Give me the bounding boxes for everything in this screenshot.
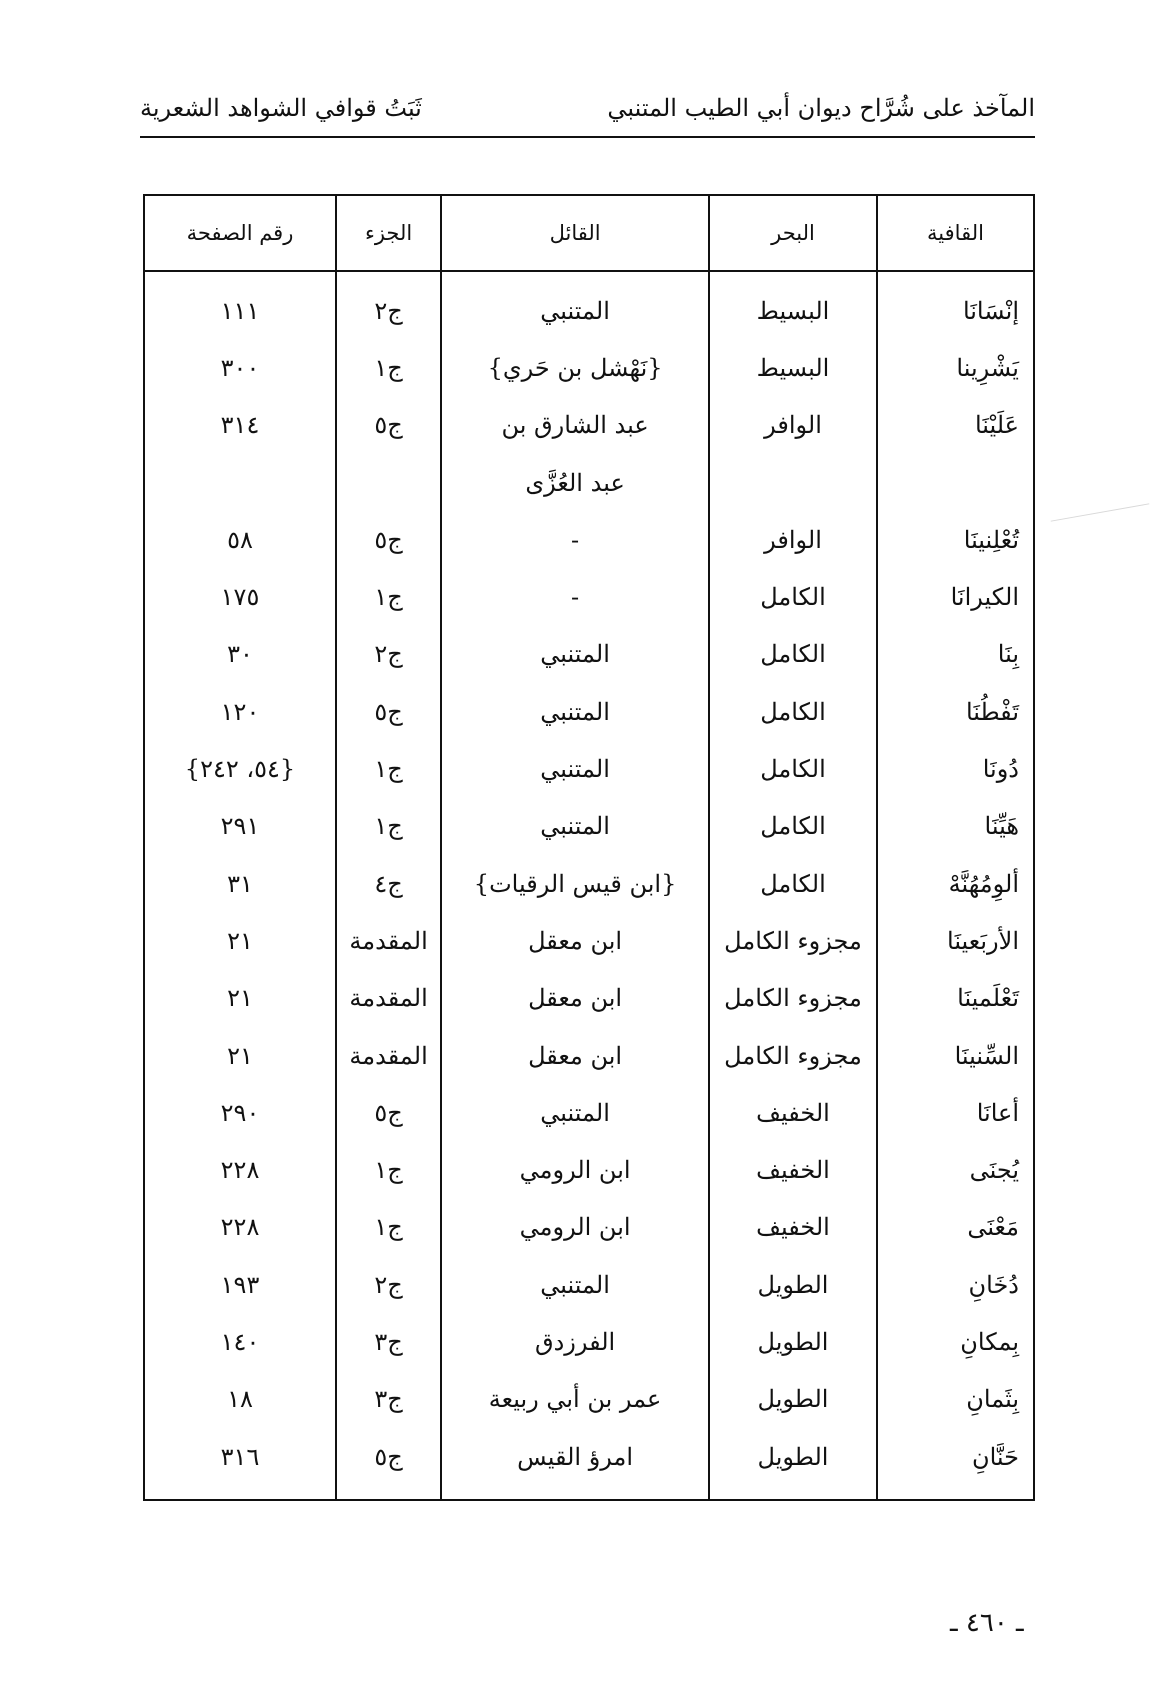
table-row: [144, 339, 1034, 396]
cell-qail: المتنبي: [441, 1084, 709, 1141]
cell-qafiya: تُعْلِنينَا: [877, 511, 1034, 568]
table-row: [144, 1313, 1034, 1370]
cell-qafiya: إنْسَانَا: [877, 271, 1034, 339]
table-row: [144, 1371, 1034, 1428]
cell-page: ٢١: [144, 1027, 336, 1084]
cell-juz: ج٣: [336, 1313, 441, 1370]
cell-page: [144, 454, 336, 511]
table-row: [144, 855, 1034, 912]
cell-juz: ج٢: [336, 626, 441, 683]
cell-bahr: الكامل: [709, 798, 877, 855]
cell-bahr: الكامل: [709, 568, 877, 625]
cell-juz: ج٥: [336, 1428, 441, 1500]
cell-qafiya: الأربَعينَا: [877, 912, 1034, 969]
cell-bahr: الطويل: [709, 1313, 877, 1370]
cell-qafiya: تَفْطُنَا: [877, 683, 1034, 740]
table-header-row: [144, 195, 1034, 271]
cell-qail: ابن معقل: [441, 970, 709, 1027]
cell-juz: ج٥: [336, 511, 441, 568]
cell-bahr: الكامل: [709, 740, 877, 797]
cell-page: ١٢٠: [144, 683, 336, 740]
header-bahr: البحر: [709, 195, 877, 271]
cell-juz: ج١: [336, 339, 441, 396]
cell-qail: عبد الشارق بن: [441, 397, 709, 454]
cell-qafiya: هَيِّنَا: [877, 798, 1034, 855]
table-row: [144, 912, 1034, 969]
cell-juz: ج٥: [336, 397, 441, 454]
table-row: [144, 1199, 1034, 1256]
table-row: [144, 1141, 1034, 1198]
cell-juz: ج٤: [336, 855, 441, 912]
cell-page: ٣١٦: [144, 1428, 336, 1500]
cell-qafiya: أعانَا: [877, 1084, 1034, 1141]
cell-bahr: الوافر: [709, 397, 877, 454]
cell-page: ٢٩٠: [144, 1084, 336, 1141]
cell-juz: ج١: [336, 568, 441, 625]
cell-qail: ابن الرومي: [441, 1141, 709, 1198]
cell-qail: المتنبي: [441, 1256, 709, 1313]
table-row: [144, 1428, 1034, 1500]
table-row: [144, 397, 1034, 454]
cell-bahr: الكامل: [709, 626, 877, 683]
cell-bahr: [709, 454, 877, 511]
table-row: [144, 568, 1034, 625]
cell-qail: ابن معقل: [441, 1027, 709, 1084]
cell-page: ٣١: [144, 855, 336, 912]
cell-qafiya: دُونَا: [877, 740, 1034, 797]
header-juz: الجزء: [336, 195, 441, 271]
header-qafiya: القافية: [877, 195, 1034, 271]
cell-bahr: مجزوء الكامل: [709, 970, 877, 1027]
cell-juz: ج٢: [336, 1256, 441, 1313]
cell-juz: ج١: [336, 1141, 441, 1198]
cell-qail: المتنبي: [441, 740, 709, 797]
cell-qail: ابن الرومي: [441, 1199, 709, 1256]
cell-page: ٢١: [144, 912, 336, 969]
cell-juz: المقدمة: [336, 912, 441, 969]
cell-bahr: الكامل: [709, 683, 877, 740]
cell-page: ١٨: [144, 1371, 336, 1428]
cell-page: ٢٢٨: [144, 1141, 336, 1198]
table-row: [144, 683, 1034, 740]
cell-qafiya: بِثَمانِ: [877, 1371, 1034, 1428]
cell-juz: ج٥: [336, 1084, 441, 1141]
cell-qafiya: [877, 454, 1034, 511]
margin-pencil-mark: [1051, 503, 1150, 521]
cell-bahr: مجزوء الكامل: [709, 912, 877, 969]
cell-qail: المتنبي: [441, 798, 709, 855]
cell-qail: -: [441, 511, 709, 568]
table-row: [144, 626, 1034, 683]
cell-qafiya: ألوِمُهُنَّهْ: [877, 855, 1034, 912]
cell-qail: الفرزدق: [441, 1313, 709, 1370]
cell-page: ٢٩١: [144, 798, 336, 855]
cell-page: ١٧٥: [144, 568, 336, 625]
cell-bahr: الطويل: [709, 1256, 877, 1313]
table-row: [144, 1256, 1034, 1313]
cell-juz: المقدمة: [336, 970, 441, 1027]
cell-qail: {نَهْشل بن حَري}: [441, 339, 709, 396]
cell-qail: المتنبي: [441, 626, 709, 683]
cell-bahr: الكامل: [709, 855, 877, 912]
cell-page: ٣٠٠: [144, 339, 336, 396]
cell-qafiya: يَشْرِينا: [877, 339, 1034, 396]
cell-qail: عمر بن أبي ربيعة: [441, 1371, 709, 1428]
cell-bahr: الخفيف: [709, 1141, 877, 1198]
cell-qafiya: بِمكانِ: [877, 1313, 1034, 1370]
cell-juz: ج٣: [336, 1371, 441, 1428]
cell-juz: ج١: [336, 740, 441, 797]
cell-page: ٥٨: [144, 511, 336, 568]
cell-bahr: الوافر: [709, 511, 877, 568]
cell-page: ٣١٤: [144, 397, 336, 454]
cell-bahr: البسيط: [709, 271, 877, 339]
rhyme-index-table: [143, 194, 1035, 1501]
cell-qafiya: دُخَانِ: [877, 1256, 1034, 1313]
cell-qafiya: السِّنينَا: [877, 1027, 1034, 1084]
cell-bahr: الطويل: [709, 1371, 877, 1428]
cell-page: ٢١: [144, 970, 336, 1027]
header-qail: القائل: [441, 195, 709, 271]
table-row: [144, 271, 1034, 339]
cell-juz: ج٢: [336, 271, 441, 339]
cell-qail: ابن معقل: [441, 912, 709, 969]
table-row: [144, 1027, 1034, 1084]
cell-qail: عبد العُزَّى: [441, 454, 709, 511]
cell-qafiya: الكيرانَا: [877, 568, 1034, 625]
table-row: [144, 740, 1034, 797]
cell-qail: {ابن قيس الرقيات}: [441, 855, 709, 912]
table-row: [144, 798, 1034, 855]
cell-qafiya: بِنَا: [877, 626, 1034, 683]
cell-qail: -: [441, 568, 709, 625]
cell-juz: المقدمة: [336, 1027, 441, 1084]
cell-page: ١٤٠: [144, 1313, 336, 1370]
cell-bahr: البسيط: [709, 339, 877, 396]
section-title: ثَبَتُ قوافي الشواهد الشعرية: [140, 94, 422, 122]
cell-juz: [336, 454, 441, 511]
cell-bahr: الطويل: [709, 1428, 877, 1500]
cell-qafiya: تَعْلَمينَا: [877, 970, 1034, 1027]
cell-juz: ج٥: [336, 683, 441, 740]
table-row: [144, 454, 1034, 511]
book-title: المآخذ على شُرَّاح ديوان أبي الطيب المتنبي: [607, 94, 1035, 122]
cell-qail: المتنبي: [441, 271, 709, 339]
table-row: [144, 970, 1034, 1027]
cell-qail: امرؤ القيس: [441, 1428, 709, 1500]
cell-bahr: مجزوء الكامل: [709, 1027, 877, 1084]
cell-page: ٢٢٨: [144, 1199, 336, 1256]
cell-juz: ج١: [336, 1199, 441, 1256]
cell-qafiya: حَنَّانِ: [877, 1428, 1034, 1500]
cell-qafiya: عَلَيْنَا: [877, 397, 1034, 454]
cell-qail: المتنبي: [441, 683, 709, 740]
cell-page: ١٩٣: [144, 1256, 336, 1313]
table-row: [144, 1084, 1034, 1141]
cell-bahr: الخفيف: [709, 1084, 877, 1141]
page-number: ـ ٤٦٠ ـ: [950, 1608, 1024, 1638]
table-row: [144, 511, 1034, 568]
cell-page: {٥٤، ٢٤٢}: [144, 740, 336, 797]
cell-bahr: الخفيف: [709, 1199, 877, 1256]
cell-juz: ج١: [336, 798, 441, 855]
header-page: رقم الصفحة: [144, 195, 336, 271]
cell-qafiya: مَعْنَى: [877, 1199, 1034, 1256]
cell-page: ١١١: [144, 271, 336, 339]
cell-page: ٣٠: [144, 626, 336, 683]
running-header: [140, 88, 1035, 138]
cell-qafiya: يُجنَى: [877, 1141, 1034, 1198]
